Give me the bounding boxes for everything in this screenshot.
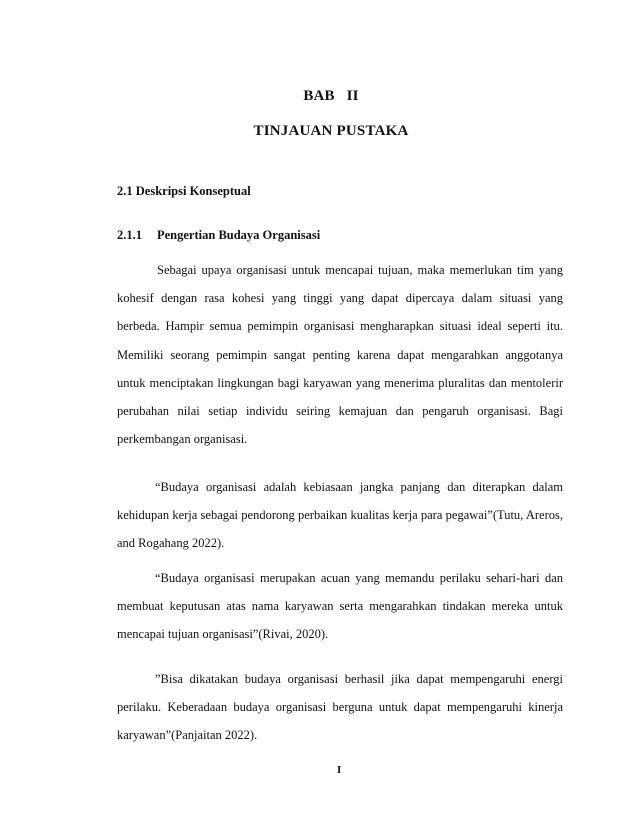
paragraph-3: “Budaya organisasi merupakan acuan yang memandu perilaku sehari-hari dan membuat keputusan atas nama karyawan serta mengarahkan tindakan mereka untuk mencapai tujuan organisasi”(Rivai, 2020). — [117, 571, 563, 642]
section-number: 2.1.1 — [117, 228, 142, 242]
section-title: Pengertian Budaya Organisasi — [157, 228, 321, 242]
paragraph-1: Sebagai upaya organisasi untuk mencapai tujuan, maka memerlukan tim yang kohesif dengan rasa kohesi yang tinggi yang dapat dipercaya dalam situasi yang berbeda. Hampir semua pemimpin organisasi mengharapkan situasi ideal seperti itu. Memiliki seorang pemimpin sangat penting karena dapat mengarahkan anggotanya untuk menciptakan lingkungan bagi karyawan yang menerima pluralitas dan mentolerir perubahan nilai setiap individu seiring kemajuan dan pengaruh organisasi. Bagi perkembangan organisasi. — [117, 263, 563, 447]
paragraph-2: “Budaya organisasi adalah kebiasaan jangka panjang dan diterapkan dalam kehidupan kerja sebagai pendorong perbaikan kualitas kerja para pegawai”(Tutu, Areros, and Rogahang 2022). — [117, 480, 563, 551]
chapter-number: BAB II — [303, 88, 359, 104]
section-heading-2-1-1 — [117, 228, 320, 243]
section-heading-2-1: 2.1 Deskripsi Konseptual — [117, 184, 251, 198]
page-number: I — [337, 764, 342, 776]
chapter-title: TINJAUAN PUSTAKA — [253, 123, 409, 139]
paragraph-4: ”Bisa dikatakan budaya organisasi berhasil jika dapat mempengaruhi energi perilaku. Keberadaan budaya organisasi berguna untuk dapat mempengaruhi kinerja karyawan”(Panjaitan 2022). — [117, 672, 563, 743]
